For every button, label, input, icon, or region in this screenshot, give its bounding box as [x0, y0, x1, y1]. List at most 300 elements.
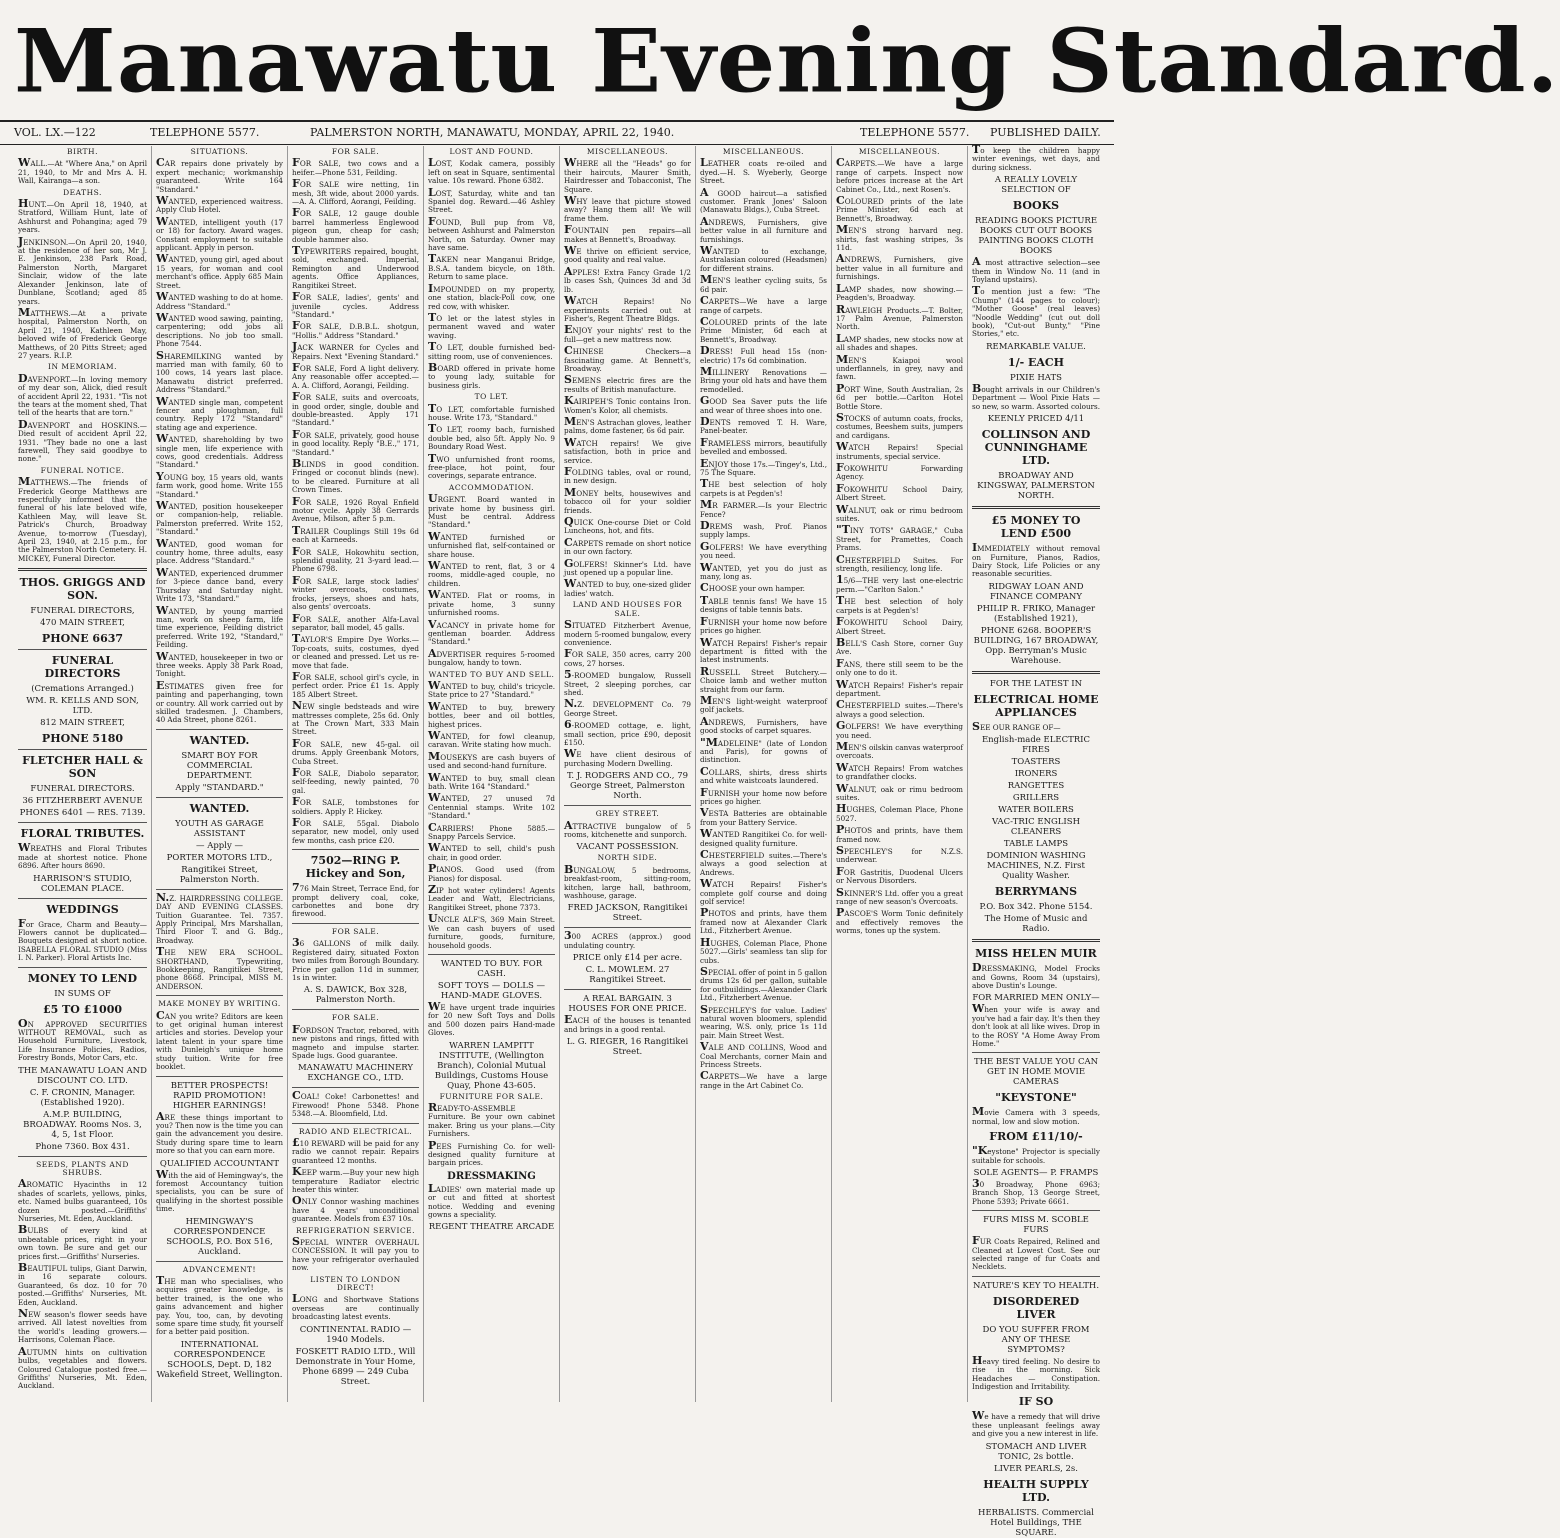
fridge-heading: REFRIGERATION SERVICE. — [295, 1225, 416, 1235]
money-lend-body: IMMEDIATELY without removal on Furniture, Pianos, Radios, Dairy Stock, Life Policies or any reasonable securities. — [972, 541, 1100, 579]
classified-ad: MR FARMER.—Is your Electric Fence? — [700, 498, 827, 519]
classified-ad: DREMS wash, Prof. Pianos supply lamps. — [700, 519, 827, 540]
classified-ad: MEN'S light-weight waterproof golf jackets. — [700, 693, 827, 715]
misc-list-2 — [700, 156, 827, 1090]
electrical-heading: ELECTRICAL HOME APPLIANCES — [973, 692, 1099, 719]
classified-ad: TOASTERS — [1011, 757, 1061, 768]
seeds-ad: AROMATIC Hyacinths in 12 shades of scarlets, yellows, pinks, etc. Named bulbs guaranteed, 10s dozen posted.—Griffiths' Nurseries, Mt. Eden, Auckland. — [18, 1177, 147, 1223]
dateline — [0, 120, 1114, 145]
classified-ad: FOR SALE, Ford A light delivery. Any reasonable offer accepted.—A. A. Clifford, Aorangi, Feilding. — [292, 360, 419, 390]
classified-ad: TYPEWRITERS repaired, bought, sold, exchanged. Imperial, Remington and Underwood agents. Office Appliances, Rangitikei Street. — [292, 244, 419, 290]
continental-radio: CONTINENTAL RADIO — 1940 Models. — [299, 1324, 412, 1345]
misc-heading-1: MISCELLANEOUS. — [586, 147, 669, 156]
classified-ad: SEMENS electric fires are the results of British manufacture. — [564, 373, 691, 394]
classified-ad: 5-ROOMED bungalow, Russell Street, 2 sleeping porches, car shed. — [564, 668, 691, 697]
foskett-radio: FOSKETT RADIO LTD., Will Demonstrate in Your Home, Phone 6899 — 249 Cuba Street. — [295, 1346, 416, 1387]
classified-ad: MEN'S Astrachan gloves, leather palms, dome fastener, 6s 6d pair. — [564, 414, 691, 436]
telephone-left: TELEPHONE 5577. — [150, 126, 260, 139]
classified-ad: FOUND, Bull pup from V8, between Ashhurst and Palmerston North, on Saturday. Owner may have same. — [428, 214, 555, 253]
misc-list-3 — [836, 156, 963, 936]
classified-ad: WANTED Rangitikei Co. for well-designed quality furniture. — [700, 827, 827, 848]
collinson: COLLINSON AND CUNNINGHAME LTD. — [981, 428, 1091, 468]
classified-ad: 15/6—THE very last one-electric perm.—"Carlton Salon." — [836, 573, 963, 594]
classified-ad: STOCKS of autumn coats, frocks, costumes, Beeshem suits, jumpers and cardigans. — [836, 410, 963, 440]
classified-ad: SPEECHLEY'S for value. Ladies' natural woven bloomers, splendid wearing, W.S. only, price 1s 11d pair. Main Street West. — [700, 1002, 827, 1040]
classified-ad: PHOTOS and prints, have them framed now at Alexander Clark Ltd., Fitzherbert Avenue. — [700, 906, 827, 936]
classified-ad: FOR SALE, 350 acres, carry 200 cows, 27 horses. — [564, 647, 691, 668]
griggs-sub: FUNERAL DIRECTORS, — [30, 606, 135, 617]
hairdressing-ad: N.Z. HAIRDRESSING COLLEGE. DAY AND EVENING CLASSES. Tuition Guarantee. Tel. 7357. Apply Principal, Mrs Marshallan, Third Floor T. and G. Bdg., Broadway. — [156, 890, 283, 945]
books-intro: To keep the children happy winter evenings, wet days, and during sickness. — [972, 143, 1100, 172]
classified-ad: YOUNG boy, 15 years old, wants farm work, good home. Write 155 "Standard." — [156, 469, 283, 499]
classified-ad: DOMINION WASHING MACHINES, N.Z. First Quality Washer. — [986, 851, 1086, 882]
qualified-body: With the aid of Hemingway's, the foremost Accountancy tuition specialists, you can be sure of qualifying in the shortest possible time. — [156, 1167, 283, 1214]
classified-ad: GOLFERS! We have everything you need. — [836, 719, 963, 740]
classified-ad: WANTED, experienced waitress. Apply Club Hotel. — [156, 194, 283, 215]
classified-ad: CARPETS.—We have a large range of carpets. Inspect now before prices increase at the Art Cabinet Co., Ltd., next Rosen's. — [836, 156, 963, 194]
books-body: A most attractive selection—see them in Window No. 11 (and in Toyland upstairs). — [972, 255, 1100, 285]
liver-pearls: LIVER PEARLS, 2s. — [994, 1463, 1078, 1474]
money-lend-heading: MONEY TO LEND — [1000, 514, 1081, 541]
classified-ad: WANTED furnished or unfurnished flat, self-contained or share house. — [428, 529, 555, 559]
classified-ad: VESTA Batteries are obtainable from your Battery Service. — [700, 806, 827, 827]
classified-ad: ANDREWS, Furnishers, give better value in all furniture and furnishings. — [836, 252, 963, 282]
classified-ad: WANTED, position housekeeper or companion-help, reliable. Palmerston preferred. Write 152, "Standard." — [156, 499, 283, 537]
memoriam-heading: IN MEMORIAM. — [48, 362, 117, 372]
money-to: £1000 — [83, 1002, 123, 1016]
dawick: A. S. DAWICK, Box 328, Palmerston North. — [303, 985, 408, 1006]
classified-ad: FOR SALE wire netting, 1in mesh, 3ft wide, about 2000 yards.—A. A. Clifford, Aorangi, Feilding. — [292, 177, 419, 207]
classified-ad: FOR SALE, D.B.B.L. shotgun, "Hollis." Address "Standard." — [292, 319, 419, 340]
harrison-studio: HARRISON'S STUDIO, COLEMAN PLACE. — [33, 873, 132, 894]
writing-body: CAN you write? Editors are keen to get original human interest articles and stories. Develop your latent talent in your spare time with Dunleigh's unique home study tuition. Write for free booklet. — [156, 1008, 283, 1072]
accommodation-heading: ACCOMMODATION. — [448, 482, 535, 492]
classified-ad: LOST, Kodak camera, possibly left on seat in Square, sentimental value. 10s reward. Phone 6382. — [428, 156, 555, 186]
floral-body: WREATHS and Floral Tributes made at shortest notice. Phone 6896. After hours 8690. — [18, 841, 147, 871]
classified-ad: FOR Gastritis, Duodenal Ulcers or Nervous Disorders. — [836, 864, 963, 886]
funeral-heading: FUNERAL NOTICE. — [40, 465, 125, 475]
seeds-heading: SEEDS, PLANTS AND SHRUBS. — [36, 1159, 129, 1177]
if-so: IF SO — [1018, 1395, 1054, 1409]
wanted-heading: WANTED. — [189, 733, 250, 747]
classified-ad: FOR SALE, new 45-gal. oil drums. Apply Greenbank Motors, Cuba Street. — [292, 736, 419, 766]
fletcher-sub: FUNERAL DIRECTORS. — [30, 784, 135, 795]
berrymans-address: P.O. Box 342. Phone 5154. — [979, 902, 1093, 913]
column-8 — [968, 143, 1104, 1538]
grey-body: ATTRACTIVE bungalow of 5 rooms, kitchenette and sunporch. — [564, 818, 691, 839]
classified-ad: ENJOY those 17s.—Tingey's, Ltd., 75 The Square. — [700, 456, 827, 477]
classified-ad: HUGHES, Coleman Place, Phone 5027. — [836, 802, 963, 823]
classified-ad: CHESTERFIELD Suites. For strength, resiliency, long life. — [836, 552, 963, 574]
place-date: PALMERSTON NORTH, MANAWATU, MONDAY, APRIL 22, 1940. — [310, 126, 675, 139]
classified-ad: WANTED single man, competent fencer and ploughman, full country. Reply 172 "Standard" stating age and experience. — [156, 394, 283, 432]
death-notice: HUNT.—On April 18, 1940, at Stratford, William Hunt, late of Ashhurst and Pohangina; aged 79 years. — [18, 197, 147, 235]
keystone-body: Movie Camera with 3 speeds, normal, low and slow motion. — [972, 1105, 1100, 1126]
classified-ad: ESTIMATES given free for painting and paperhanging, town or country. All work carried out by skilled tradesmen. J. Chambers, 40 Ada Street, phone 8261. — [156, 678, 283, 725]
kells-name: WM. R. KELLS AND SON, LTD. — [26, 696, 139, 717]
classified-ad: HUGHES, Coleman Place, Phone 5027.—Girls' seamless tan slip for cubs. — [700, 935, 827, 965]
classified-ad: GRILLERS — [1012, 793, 1060, 804]
fridge-body: SPECIAL WINTER OVERHAUL CONCESSION. It will pay you to have your refrigerator overhauled now. — [292, 1235, 419, 1273]
classified-ad: VACANCY in private home for gentleman boarder. Address "Standard." — [428, 617, 555, 647]
classified-ad: PASCOE'S Worm Tonic definitely and effectively removes the worms, tones up the system. — [836, 906, 963, 936]
classified-ad: WANTED, by young married man, work on sheep farm, life time experience, Feilding district preferred. Write 192, "Standard," Feilding. — [156, 603, 283, 650]
column-6 — [696, 146, 832, 1402]
classified-ad: CAR repairs done privately by expert mechanic; workmanship guaranteed. Write 164 "Standard." — [156, 156, 283, 194]
kells-phone: PHONE 5180 — [41, 732, 124, 746]
classified-ad: MILLINERY Renovations — Bring your old hats and have them remodelled. — [700, 364, 827, 394]
classified-ad: RUSSELL Street Butchery.—Choice lamb and wether mutton straight from our farm. — [700, 664, 827, 694]
seeds-ad: NEW season's flower seeds have arrived. All latest novelties from the world's leading growers.—Harrisons, Coleman Place. — [18, 1307, 147, 1345]
births-heading: BIRTH. — [67, 147, 98, 156]
classified-ad: ANDREWS, Furnishers, have good stocks of carpet squares. — [700, 714, 827, 736]
classified-ad: PHOTOS and prints, have them framed now. — [836, 823, 963, 844]
column-1 — [14, 146, 152, 1402]
ring-body: 776 Main Street, Terrace End, for prompt delivery coal, coke, carbonettes and bone dry firewood. — [292, 881, 419, 919]
classified-ad: CARPETS—We have a large range in the Art Cabinet Co. — [700, 1069, 827, 1090]
buy-sell-list — [428, 678, 555, 821]
classified-ad: FURNISH your home now before prices go higher. — [700, 614, 827, 636]
bargain-body: EACH of the houses is tenanted and brings in a good rental. — [564, 1013, 691, 1034]
deaths-heading: DEATHS. — [63, 187, 102, 197]
uncle-alfs-ad: UNCLE ALF'S, 369 Main Street. We can cash buyers of used furniture, goods, furniture, household goods. — [428, 912, 555, 950]
classified-ad: WANTED to buy, brewery bottles, beer and oil bottles, highest prices. — [428, 699, 555, 729]
wtb-heading: WANTED TO BUY. FOR CASH. — [440, 958, 543, 979]
classified-ad: MEN'S Kaiapoi wool underflannels, in grey, navy and fawn. — [836, 352, 963, 382]
classified-ad: WANTED to rent, flat, 3 or 4 rooms, middle-aged couple, no children. — [428, 559, 555, 588]
classified-ad: GOLFERS! We have everything you need. — [700, 539, 827, 561]
classified-ad: CHINESE Checkers—a fascinating game. At Bennett's, Broadway. — [564, 344, 691, 373]
situations-heading: SITUATIONS. — [190, 147, 249, 156]
fred-jackson: FRED JACKSON, Rangitikei Street. — [567, 903, 688, 924]
rodgers: T. J. RODGERS AND CO., 79 George Street, Palmerston North. — [566, 771, 689, 802]
classified-ad: WANTED, shareholding by two single men, life experience with cows, good credentials. Address "Standard." — [156, 432, 283, 470]
classified-ad: COLLARS, shirts, dress shirts and white waistcoats laundered. — [700, 764, 827, 786]
classified-ad: BLINDS in good condition. Fringed or coconut blinds (new). to be cleared. Furniture at all Crown Times. — [292, 457, 419, 495]
classified-ad: COLOURED prints of the late Prime Minister, 6d each at Bennett's, Broadway. — [700, 314, 827, 344]
classified-ad: APPLES! Extra Fancy Grade 1/2 lb cases Ssh, Quinces 3d and 3d lb. — [564, 264, 691, 294]
classified-ad: TO let or the latest styles in permanent waved and water waving. — [428, 310, 555, 340]
wanted-body: SMART BOY FOR COMMERCIAL DEPARTMENT. — [181, 750, 258, 781]
qualified-heading: QUALIFIED ACCOUNTANT — [159, 1158, 280, 1169]
classified-ad: THE best selection of holy carpets is at Pegden's! — [836, 594, 963, 615]
classified-ad: English-made ELECTRIC FIRES — [981, 735, 1091, 756]
classified-ad: FOKOWHITU School Dairy, Albert Street. — [836, 481, 963, 503]
memoriam-notice: DAVENPORT and HOSKINS.—Died result of accident April 22, 1931. "They bade no one a last farewell, They said goodbye to none." — [18, 417, 147, 464]
money-right: £500 — [1040, 527, 1072, 541]
writing-heading: MAKE MONEY BY WRITING. — [158, 999, 281, 1009]
classified-ad: GOOD Sea Saver puts the life and wear of three shoes into one. — [700, 394, 827, 415]
classified-ad: WATCH Repairs! Fisher's repair department. — [836, 677, 963, 698]
dressmaking-heading: DRESSMAKING — [447, 1170, 536, 1182]
latest-heading: FOR THE LATEST IN — [989, 678, 1083, 689]
classified-ad: CHOOSE your own hamper. — [700, 581, 805, 595]
camera-heading: THE BEST VALUE YOU CAN GET IN HOME MOVIE CAMERAS — [973, 1057, 1099, 1088]
carriers-ad: CARRIERS! Phone 5885.—Snappy Parcels Service. — [428, 820, 555, 842]
misc-list-1 — [564, 156, 691, 598]
bargain-heading: A REAL BARGAIN. 3 HOUSES FOR ONE PRICE. — [568, 994, 687, 1015]
north-body: BUNGALOW, 5 bedrooms, breakfast-room, sitting-room, kitchen, large hall, bathroom, washhouse, garage. — [564, 862, 691, 901]
column-7 — [832, 146, 968, 1402]
money-sums: IN SUMS OF — [54, 988, 111, 999]
wanted2-address: Rangitikei Street, Palmerston North. — [179, 864, 260, 885]
classified-ad: WANTED, good woman for country home, three adults, easy place. Address "Standard." — [156, 536, 283, 566]
mowlem: C. L. MOWLEM. 27 Rangitikei Street. — [585, 965, 670, 986]
classified-ad: MEN'S leather cycling suits, 5s 6d pair. — [700, 273, 827, 294]
advancement-heading: ADVANCEMENT! — [182, 1264, 257, 1274]
classified-ad: FOKOWHITU School Dairy, Albert Street. — [836, 615, 963, 636]
furniture-ad: READY-TO-ASSEMBLE Furniture. Be your own cabinet maker. Bring us your plans.—City Furnishers. — [428, 1100, 555, 1139]
classified-ad: KAIRIPEH'S Tonic contains Iron. Women's Kolor, all chemists. — [564, 394, 691, 415]
money-lend-range — [972, 514, 1100, 540]
symptoms-heading: DO YOU SUFFER FROM ANY OF THESE SYMPTOMS? — [982, 1324, 1090, 1355]
push-chair-ad: WANTED to sell, child's push chair, in good order. — [428, 841, 555, 862]
fordson-body: FORDSON Tractor, rebored, with new pistons and rings, fitted with magneto and impulse starter. Spade lugs. Good guarantee. — [292, 1022, 419, 1060]
kells-sub: (Cremations Arranged.) — [31, 684, 134, 695]
classified-ad: WANTED. Flat or rooms, in private home, 3 sunny unfurnished rooms. — [428, 588, 555, 618]
disordered-liver: DISORDERED LIVER — [992, 1294, 1080, 1321]
classified-ad: MONEY belts, housewives and tobacco oil for your soldier friends. — [564, 485, 691, 515]
classified-ad: WANTED, experienced drummer for 3-piece dance band, every Thursday and Saturday night. Write 173, "Standard." — [156, 565, 283, 604]
wtb-sub: SOFT TOYS — DOLLS — HAND-MADE GLOVES. — [437, 980, 546, 1001]
griggs-address: 470 MAIN STREET, — [40, 618, 125, 629]
furs-body: FUR Coats Repaired, Relined and Cleaned at Lowest Cost. See our selected range of fur Coats and Necklets. — [972, 1234, 1100, 1272]
ridgway-phone: PHONE 6268. BOOPER'S BUILDING, 167 BROADWAY, Opp. Berryman's Music Warehouse. — [973, 625, 1099, 666]
accommodation-list — [428, 492, 555, 668]
books-price: 1/- EACH — [1007, 355, 1065, 369]
wanted2-apply: — Apply — — [196, 840, 243, 851]
classified-ad: FOR SALE, Diabolo separator, self-feeding, newly painted, 70 gal. — [292, 766, 419, 795]
better-body: ARE these things important to you? Then now is the time you can gain the advancement you desire. Study during spare time to learn more so that you can earn more. — [156, 1109, 283, 1156]
zip-ad: ZIP hot water cylinders! Agents Leader and Watt, Electricians, Rangitikei Street, phone 7373. — [428, 883, 555, 912]
classified-ad: FOR SALE, large stock ladies' winter overcoats, costumes, frocks, jerseys, shoes and hats, also gents' overcoats. — [292, 573, 419, 612]
seeds-ad: BULBS of every kind at unbeatable prices, right in your own town. Be sure and get our prices first.—Griffiths' Nurseries. — [18, 1223, 147, 1261]
classified-ad: CARPETS—We have a large range of carpets. — [700, 294, 827, 315]
for-sale-heading: FOR SALE. — [331, 147, 380, 156]
classified-ad: "TINY TOTS" GARAGE," Cuba Street, for Pramettes, Coach Prams. — [836, 523, 963, 553]
lost-found-list — [428, 156, 555, 390]
classified-ad: FOLDING tables, oval or round, in new design. — [564, 465, 691, 486]
symptoms-body: Heavy tired feeling. No desire to rise in the morning. Sick Headaches — Constipation. Indigestion and Irritability. — [972, 1353, 1100, 1392]
classified-ad: VALE AND COLLINS, Wood and Coal Merchants, corner Main and Princess Streets. — [700, 1040, 827, 1069]
liver-tonic: STOMACH AND LIVER TONIC, 2s bottle. — [985, 1441, 1087, 1462]
milk-body: 36 GALLONS of milk daily. Registered dairy, situated Foxton two miles from Borough Boundary. Price per gallon 11d in summer, 1s in winter. — [292, 936, 419, 982]
vacant-possession: VACANT POSSESSION. — [576, 842, 679, 853]
if-so-body: We have a remedy that will drive these unpleasant feelings away and give you a new interest in life. — [972, 1409, 1100, 1439]
classified-ad: PORT Wine, South Australian, 2s 6d per bottle.—Carlton Hotel Bottle Store. — [836, 381, 963, 411]
married-body: When your wife is away and you've had a fair day. It's then they don't look at all like wives. Drop in to the ROSY "A Home Away From Home." — [972, 1002, 1100, 1048]
books-word: BOOKS — [1012, 199, 1060, 213]
pixie-body: Bought arrivals in our Children's Department — Wool Pixie Hats — so new, so warm. Assorted colours. — [972, 381, 1100, 411]
fletcher-name: FLETCHER HALL & SON — [22, 754, 143, 781]
classified-ad: FOR SALE, another Alfa-Laval separator, ball model, 45 galls. — [292, 611, 419, 632]
berrymans-sub: The Home of Music and Radio. — [984, 914, 1088, 935]
classified-ad: TO LET, roomy bach, furnished double bed, also 5ft. Apply No. 9 Boundary Road West. — [428, 422, 555, 452]
classified-ad: DENTS removed T. H. Ware, Panel-beater. — [700, 414, 827, 436]
money-body: ON APPROVED SECURITIES WITHOUT REMOVAL, such as Household Furniture, Livestock, Life Insurance Policies, Radios, Forestry Bonds, Motor Cars, etc. — [18, 1016, 147, 1063]
ridgway-manager: PHILIP R. FRIKO, Manager (Established 1921), — [976, 603, 1096, 624]
acres-heading: 300 ACRES (approx.) good undulating country. — [564, 929, 691, 950]
classified-ad: CARPETS remade on short notice in our own factory. — [564, 535, 691, 557]
grey-heading: GREY STREET. — [595, 809, 660, 819]
to-let-heading: TO LET. — [474, 392, 509, 402]
classified-ad: FOR SALE, 1926 Royal Enfield motor cycle. Apply 38 Gerrards Avenue, Milson, after 5 p.m. — [292, 494, 419, 524]
newspaper-title: Manawatu Evening Standard. — [14, 9, 1560, 113]
classified-ad: WATCH Repairs! Fisher's repair department is fitted with the latest instruments. — [700, 635, 827, 665]
wanted2-body: YOUTH AS GARAGE ASSISTANT — [175, 818, 264, 839]
remarkable-value: REMARKABLE VALUE. — [986, 341, 1086, 352]
classified-ad: CHESTERFIELD suites.—There's always a good selection. — [836, 698, 963, 719]
classified-ad: GOLFERS! Skinner's Ltd. have just opened up a popular line. — [564, 556, 691, 578]
classified-ad: ANDREWS, Furnishers, give better value in all furniture and furnishings. — [700, 214, 827, 244]
keystone: "KEYSTONE" — [995, 1091, 1077, 1105]
classified-ad: URGENT. Board wanted in private home by business girl. Must be central. Address "Standard." — [428, 492, 555, 530]
classified-ad: FURNISH your home now before prices go higher. — [700, 785, 827, 806]
money-from: £5 — [42, 1002, 59, 1016]
classified-ad: WANTED, young girl, aged about 15 years, for woman and cool merchant's office. Apply 685 Main Street. — [156, 252, 283, 290]
helen-body: DRESSMAKING, Model Frocks and Gowns, Room 34 (upstairs), above Dustin's Lounge. — [972, 961, 1100, 990]
classified-ad: WATCH repairs! We give satisfaction, both in price and service. — [564, 435, 691, 465]
classified-ad: TAYLOR'S Empire Dye Works.—Top-coats, suits, costumes, dyed or cleaned and pressed. Let us re-move that fade. — [292, 632, 419, 670]
ridgway: RIDGWAY LOAN AND FINANCE COMPANY — [988, 581, 1084, 602]
classified-ad: WALNUT, oak or rimu bedroom suites. — [836, 781, 963, 802]
classified-ad: A GOOD haircut—a satisfied customer. Frank Jones' Saloon (Manawatu Bldgs.), Cuba Street. — [700, 185, 827, 215]
classified-ad: VAC-TRIC ENGLISH CLEANERS — [991, 817, 1081, 838]
kells-address: 812 MAIN STREET, — [40, 718, 125, 729]
classified-ad: WANTED to buy, small clean bath. Write 164 "Standard." — [428, 770, 555, 791]
nature-heading: NATURE'S KEY TO HEALTH. — [972, 1280, 1100, 1291]
classified-ad: FOR SALE, 55gal. Diabolo separator, new model, only used few months, cash price £20. — [292, 816, 419, 845]
north-heading: NORTH SIDE. — [597, 853, 658, 863]
classified-ad: TAKEN near Manganui Bridge, B.S.A. tandem bicycle, on 18th. Return to same place. — [428, 252, 555, 282]
classified-ad: IRONERS — [1014, 769, 1058, 780]
classified-ad: MOUSEKYS are cash buyers of used and second-hand furniture. — [428, 749, 555, 771]
classified-ad: ADVERTISER requires 5-roomed bungalow, handy to town. — [428, 646, 555, 668]
misc-heading-2: MISCELLANEOUS. — [722, 147, 805, 156]
classified-ad: JACK WARNER for Cycles and Repairs. Next "Evening Standard." — [292, 340, 419, 361]
classified-ad: FOR SALE, privately, good house in good locality. Reply "B.E.," 171, "Standard." — [292, 427, 419, 457]
memoriam-notice: DAVENPORT.—In loving memory of my dear son, Alick, died result of accident April 22, 1931. "Tis not the tears at the moment shed, That tell of the hearts that are torn." — [18, 371, 147, 418]
classified-ad: DRESS! Full head 15s (non-electric) 17s 6d combination. — [700, 344, 827, 365]
weddings-body: For Grace, Charm and Beauty—Flowers cannot be duplicated—Bouquets designed at short notice. ISABELLA FLORAL STUDIO (Miss I. N. Parker). Floral Artists Inc. — [18, 916, 147, 963]
classified-ad: LAMP shades, new stocks now at all shades and shapes. — [836, 331, 963, 353]
misc-heading-3: MISCELLANEOUS. — [858, 147, 941, 156]
column-5 — [560, 146, 696, 1402]
classified-ad: SPEECHLEY'S for N.Z.S. underwear. — [836, 844, 963, 865]
classified-ad: TRAILER Couplings Still 19s 6d each at Karneeds. — [292, 523, 419, 545]
furniture-heading: FURNITURE FOR SALE. — [439, 1091, 544, 1101]
pianos-ad: PIANOS. Good used (from Pianos) for disposal. — [428, 862, 555, 883]
classified-ad: WALNUT, oak or rimu bedroom suites. — [836, 502, 963, 524]
classified-ad: RAWLEIGH Products.—T. Bolter, 17 Palm Avenue, Palmerston North. — [836, 302, 963, 332]
sole-agents: SOLE AGENTS— P. FRAMPS — [973, 1168, 1099, 1178]
classified-ad: TABLE tennis fans! We have 15 designs of table tennis bats. — [700, 593, 827, 615]
agents-address: 30 Broadway, Phone 6963; Branch Shop, 13 George Street, Phone 5393; Private 6661. — [972, 1177, 1100, 1206]
classified-ad: MEN'S oilskin canvas waterproof overcoats. — [836, 739, 963, 761]
classified-ad: TO LET, comfortable furnished house. Write 173, "Standard." — [428, 401, 555, 422]
classified-ad: WANTED to buy, child's tricycle. State price to 27 "Standard." — [428, 678, 555, 700]
classified-ad: ENJOY your nights' rest to the full—get a new mattress now. — [564, 323, 691, 344]
london-heading: LISTEN TO LONDON DIRECT! — [310, 1274, 401, 1293]
fordson-heading: FOR SALE. — [331, 1013, 380, 1023]
coal-ad: COAL! Coke! Carbonettes! and Firewood! Phone 5348. Phone 5348.—A. Bloomfield, Ltd. — [292, 1089, 419, 1119]
classified-ad: QUICK One-course Diet or Cold Luncheons, hot, and fits. — [564, 515, 691, 536]
advancement-body: THE man who specialises, who acquires greater knowledge, is better trained, is the one who gains advancement and higher pay. You, too, can, by devoting some spare time study, fit yourself for a better paid position. — [156, 1273, 283, 1337]
classified-ad: WANTED, for fowl cleanup, caravan. Write stating how much. — [428, 728, 555, 750]
lost-found-heading: LOST AND FOUND. — [449, 147, 534, 156]
health-supply-sub: HERBALISTS. Commercial Hotel Buildings, THE SQUARE. — [978, 1507, 1094, 1538]
keystone-price: FROM £11/10/- — [989, 1130, 1083, 1144]
for-sale-list — [292, 156, 419, 845]
money-heading: MONEY TO LEND — [27, 971, 138, 985]
money-to-word: TO — [62, 1002, 80, 1016]
classified-ad: WATCH Repairs! From watches to grandfather clocks. — [836, 760, 963, 782]
manawatu-manager: C. F. CRONIN, Manager. (Established 1920). — [29, 1087, 136, 1108]
classified-ad: WANTED, intelligent youth (17 or 18) for factory. Award wages. Constant employment to suitable applicant. Apply in person. — [156, 214, 283, 253]
classified-ad: TO LET, double furnished bed-sitting room, use of conveniences. — [428, 340, 555, 361]
collinson-address: BROADWAY AND KINGSWAY, PALMERSTON NORTH. — [977, 471, 1095, 502]
weddings-heading: WEDDINGS — [46, 902, 119, 916]
death-notice: MATTHEWS.—At a private hospital, Palmerston North, on April 21, 1940, Kathleen May, beloved wife of Frederick George Matthews, of 20 Pitts Street; aged 27 years. R.I.P. — [18, 305, 147, 360]
classified-ad: WHY leave that picture stowed away? Hang them all! We will frame them. — [564, 194, 691, 223]
lovely-heading: A REALLY LOVELY SELECTION OF — [994, 175, 1078, 196]
column-2 — [152, 146, 288, 1402]
ring-heading: 7502—RING P. Hickey and Son, — [305, 854, 406, 881]
classified-ad: CHESTERFIELD suites.—There's always a good selection at Andrews. — [700, 848, 827, 877]
fletcher-address: 36 FITZHERBERT AVENUE — [22, 796, 143, 807]
wanted2-firm: PORTER MOTORS LTD., — [166, 852, 273, 863]
classified-ad: FOR SALE, school girl's cycle, in perfect order. Price £1 1s. Apply 185 Albert Street. — [292, 669, 419, 699]
classified-ad: WHERE all the "Heads" go for their haircuts, Maurer Smith, Hairdresser and Tobacconist, The Square. — [564, 156, 691, 194]
classified-ad: IMPOUNDED on my property, one station, black-Poll cow, one red cow, with whisker. — [428, 281, 555, 311]
classified-ad: WE have client desirous of purchasing Modern Dwelling. — [564, 747, 691, 768]
radio-ad: ONLY Connor washing machines have 4 years' unconditional guarantee. Models from £37 10s. — [292, 1194, 419, 1224]
radio-ad: £10 REWARD will be paid for any radio we cannot repair. Repairs guaranteed 12 months. — [292, 1135, 419, 1165]
manawatu-phone: Phone 7360. Box 431. — [35, 1141, 130, 1152]
classified-ad: WANTED to exchange, Australasian coloured (Headsmen) for different strains. — [700, 244, 827, 273]
telephone-right: TELEPHONE 5577. — [860, 126, 970, 139]
classified-ad: FRAMELESS mirrors, beautifully bevelled and embossed. — [700, 435, 827, 457]
classified-ad: MEN'S strong harvard neg. shirts, fast washing stripes, 3s 11d. — [836, 223, 963, 253]
classified-ad: NEW single bedsteads and wire mattresses complete, 25s 6d. Only at The Crown Mart, 333 Main Street. — [292, 699, 419, 737]
classified-ad: WANTED, yet you do just as many, long as. — [700, 560, 827, 582]
seeds-ad: AUTUMN hints on cultivation bulbs, vegetables and flowers. Coloured Catalogue posted free.—Griffiths' Nurseries, Mt. Eden, Auckland. — [18, 1344, 147, 1391]
classified-ad: "MADELEINE" (late of London and Paris), for gowns of distinction. — [700, 735, 827, 765]
classified-ad: BELL'S Cash Store, corner Guy Ave. — [836, 635, 963, 657]
classified-ad: FOR SALE, 12 gauge double barrel hammerless Englewood pigeon gun, cheap for cash; double hammer also. — [292, 206, 419, 244]
manawatu-address: A.M.P. BUILDING, BROADWAY. Rooms Nos. 3, 4, 5, 1st Floor. — [23, 1109, 142, 1140]
acres-price: PRICE only £14 per acre. — [572, 953, 683, 964]
classified-ad: FOR SALE, tombstones for soldiers. Apply P. Hickey. — [292, 795, 419, 816]
regent-arcade: REGENT THEATRE ARCADE — [428, 1222, 555, 1233]
column-3 — [288, 146, 424, 1402]
helen-muir: MISS HELEN MUIR — [975, 947, 1097, 961]
classified-ad: FOR SALE, suits and overcoats, in good order, single, double and double-breasted. Apply 171 "Standard." — [292, 390, 419, 428]
radio-heading: RADIO AND ELECTRICAL. — [298, 1126, 413, 1136]
buy-sell-heading: WANTED TO BUY AND SELL. — [428, 669, 555, 679]
classified-ad: COLOURED prints of the late Prime Minister, 6d each at Bennett's, Broadway. — [836, 194, 963, 223]
classified-ad: TABLE LAMPS — [1003, 839, 1069, 850]
griggs-name: THOS. GRIGGS AND SON. — [19, 576, 146, 603]
lampitt-institute: WARREN LAMPITT INSTITUTE, (Wellington Branch), Colonial Mutual Buildings, Customs House Quay, Phone 43-605. — [434, 1040, 549, 1091]
land-list — [564, 618, 691, 768]
classified-ad: LAMP shades, now showing.—Peagden's, Broadway. — [836, 281, 963, 303]
land-heading: LAND AND HOUSES FOR SALE. — [572, 600, 683, 618]
classified-ad: WE thrive on efficient service, good quality and real value. — [564, 244, 691, 265]
icorres: INTERNATIONAL CORRESPONDENCE SCHOOLS, Dept. D, 182 Wakefield Street, Wellington. — [156, 1339, 283, 1380]
seeds-ad: BEAUTIFUL tulips, Giant Darwin, in 16 separate colours. Guaranteed, 6s doz. 10 for 70 posted.—Griffiths' Nurseries, Mt. Eden, Auckland. — [18, 1261, 147, 1307]
classified-ad: N.Z. DEVELOPMENT Co. 79 George Street. — [564, 697, 691, 718]
